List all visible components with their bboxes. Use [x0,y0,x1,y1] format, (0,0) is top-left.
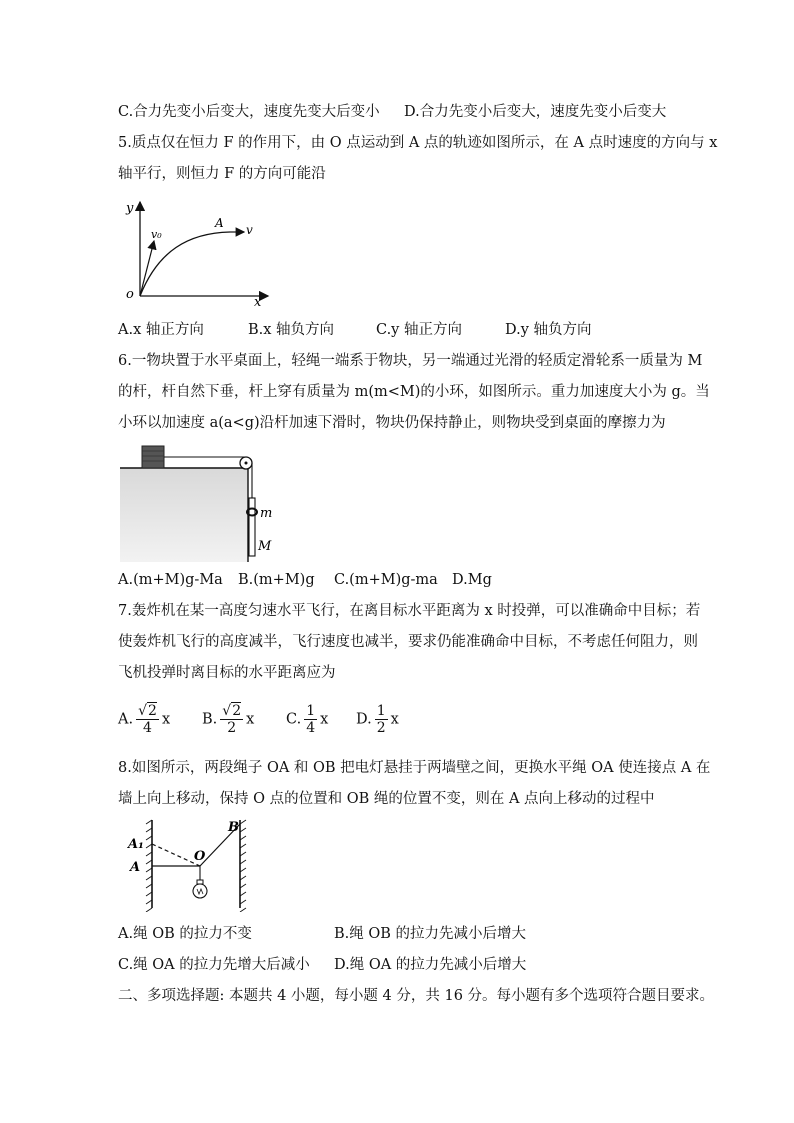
q6-stem-line3: 小环以加速度 a(a<g)沿杆加速下滑时，物块仍保持静止，则物块受到桌面的摩擦力为 [118,415,666,431]
q6-option-d: D.Mg [452,572,492,588]
q8-a-label: A [130,860,141,875]
q6-ring-label: m [260,506,273,521]
q7-option-c-var: x [320,711,329,728]
q7-option-a-var: x [161,711,171,728]
q6-option-a: A.(m+M)g-Ma [118,572,223,588]
q7-option-b-denominator: 2 [227,720,237,736]
q8-a1-label: A₁ [128,837,144,852]
q7-option-c-fraction [304,703,317,736]
q5-trajectory-figure [118,196,278,308]
q7-option-a-radicand: 2 [148,703,157,719]
q6-pulley-figure [118,440,288,562]
q8-lamp-figure [124,818,254,912]
q5-v-label: v [246,223,253,237]
q5-option-a: A.x 轴正方向 [118,322,204,338]
q5-v0-arrow [140,241,154,296]
q6-rod [249,498,255,556]
q4-option-c: C.合力先变小后变大，速度先变大后变小 [118,104,380,120]
q8-stem-line2: 墙上向上移动，保持 O 点的位置和 OB 绳的位置不变，则在 A 点向上移动的过程中 [118,791,655,807]
q7-option-d [356,703,399,736]
q7-option-a [118,703,170,736]
q7-option-c-numerator: 1 [306,703,316,719]
q8-option-c: C.绳 OA 的拉力先增大后减小 [118,957,310,973]
q7-stem-line1: 7.轰炸机在某一高度匀速水平飞行，在离目标水平距离为 x 时投弹，可以准确命中目标；若 [118,603,701,619]
q8-rope-oa1-dashed [152,844,200,866]
q5-x-label: x [254,295,262,308]
q6-rod-label: M [258,539,272,554]
q7-option-c-denominator: 4 [306,720,316,736]
q7-option-d-denominator: 2 [376,720,386,736]
q7-option-a-fraction: $\frac{√2}{4}$ [138,703,157,736]
q6-stem-line2: 的杆，杆自然下垂，杆上穿有质量为 m(m<M)的小环，如图所示。重力加速度大小为 g。当 [118,384,710,400]
q7-option-d-fraction [375,703,388,736]
section2-heading: 二、多项选择题: 本题共 4 小题，每小题 4 分，共 16 分。每小题有多个选项符合题目要求。 [118,988,715,1004]
q7-option-a-denominator: 4 [143,720,152,736]
q5-stem-line1: 5.质点仅在恒力 F 的作用下，由 O 点运动到 A 点的轨迹如图所示，在 A 点时速度的方向与 x [118,135,718,151]
q5-option-c: C.y 轴正方向 [376,322,462,338]
q8-option-b: B.绳 OB 的拉力先减小后增大 [334,926,527,942]
q4-option-d: D.合力先变小后变大，速度先变小后变大 [404,104,667,120]
q5-option-d: D.y 轴负方向 [505,322,592,338]
q7-option-c [286,703,328,736]
q7-option-b-var: x [246,711,255,728]
q5-point-a-label: A [215,216,224,230]
q8-option-d: D.绳 OA 的拉力先减小后增大 [334,957,527,973]
q7-option-b-fraction: $\frac{√2}{2}$ [222,703,242,736]
q7-option-b-label: B. [202,711,218,728]
q6-block [142,446,164,468]
q7-option-b-radicand: 2 [232,703,242,719]
q8-o-label: O [194,849,206,864]
q7-stem-line3: 飞机投弹时离目标的水平距离应为 [118,665,336,681]
q5-stem-line2: 轴平行，则恒力 F 的方向可能沿 [118,166,326,182]
q8-b-label: B [228,820,239,835]
q8-lamp-bulb-icon [193,880,207,898]
q7-option-b [202,703,254,736]
q7-option-d-numerator: 1 [376,703,386,719]
q5-y-label: y [126,201,134,216]
q7-option-c-label: C. [286,711,302,728]
q6-stem-line1: 6.一物块置于水平桌面上，轻绳一端系于物块，另一端通过光滑的轻质定滑轮系一质量为 M [118,353,703,369]
q8-option-a: A.绳 OB 的拉力不变 [118,926,252,942]
q6-option-c: C.(m+M)g-ma [334,572,438,588]
q5-v0-label: v₀ [151,228,162,241]
q7-stem-line2: 使轰炸机飞行的高度减半，飞行速度也减半，要求仍能准确命中目标，不考虑任何阻力，则 [118,634,698,650]
q6-table [120,468,248,562]
q6-option-b: B.(m+M)g [238,572,315,588]
q7-option-d-label: D. [356,711,372,728]
q5-origin-label: o [126,287,134,302]
q8-stem-line1: 8.如图所示，两段绳子 OA 和 OB 把电灯悬挂于两墙壁之间，更换水平绳 OA 使连接点 A 在 [118,760,711,776]
q7-option-d-var: x [390,711,399,728]
q7-option-a-label: A. [118,711,134,728]
q5-option-b: B.x 轴负方向 [248,322,335,338]
